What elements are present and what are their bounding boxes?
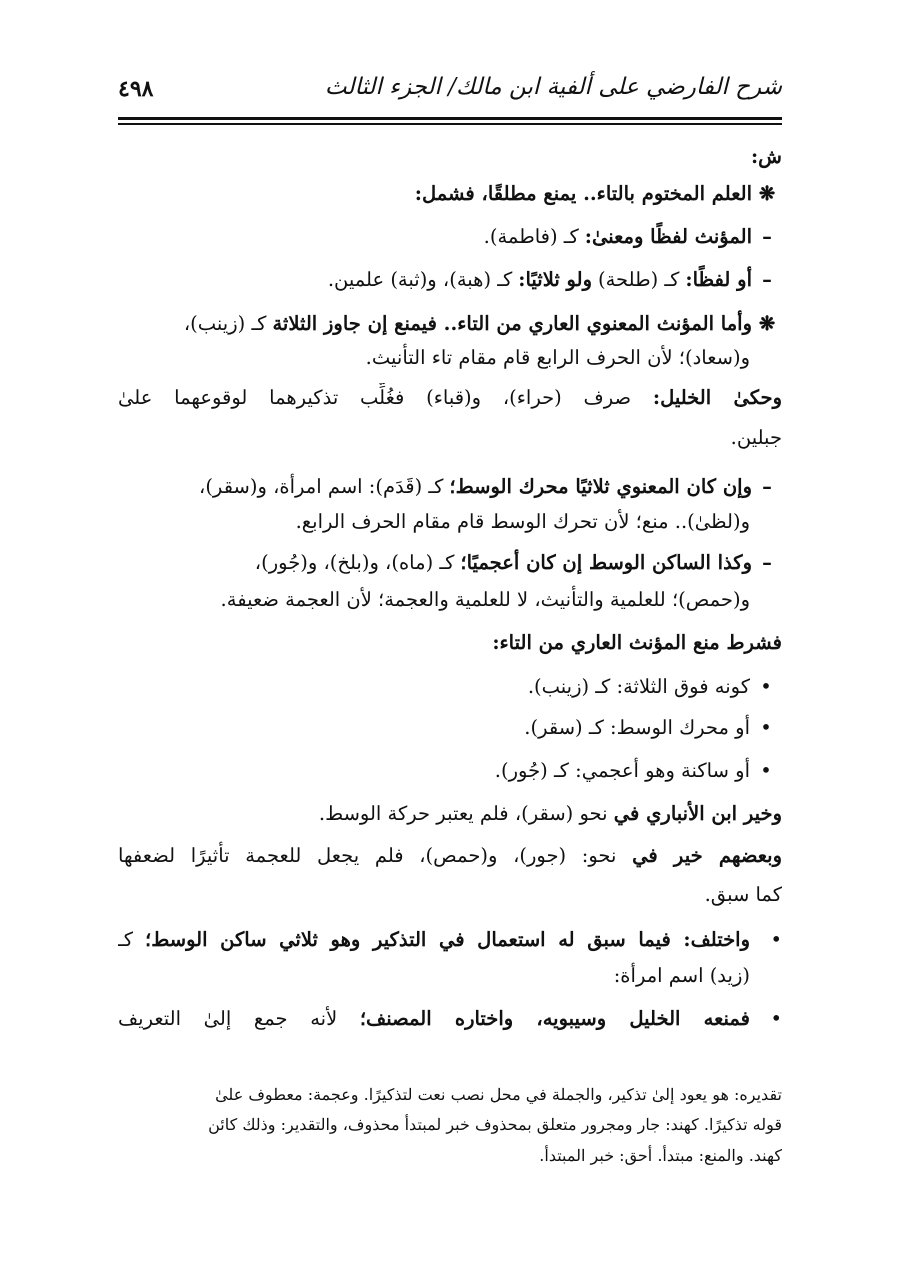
bullet-marker: • [770,1007,782,1030]
dash-marker: – [762,551,772,574]
footnote-line: قوله تذكيرًا. كهند: جار ومجرور متعلق بمحذوف خبر لمبتدأ محذوف، والتقدير: وذلك كائن [208,1115,782,1134]
text-line: و(حمص)؛ للعلمية والتأنيث، لا للعلمية والعجمة؛ لأن العجمة ضعيفة. [220,588,750,611]
list-item: •أو محرك الوسط: كـ (سقر). [118,713,782,743]
text-line: و(لظىٰ).. منع؛ لأن تحرك الوسط قام مقام الحرف الرابع. [295,510,750,533]
bullet-marker: • [760,675,772,698]
header-rule-thick [118,117,782,120]
list-item: •كونه فوق الثلاثة: كـ (زينب). [118,672,782,702]
footnote-line: كهند. والمنع: مبتدأ. أحق: خبر المبتدأ. [539,1146,782,1165]
text-line: ش: [750,145,782,168]
text-line: –وإن كان المعنوي ثلاثيًا محرك الوسط؛كـ (قَدَم): اسم امرأة، و(سقر)، [118,472,782,502]
asterisk-marker: ❋ [758,312,776,335]
dash-marker: – [762,475,772,498]
text-line: وخير ابن الأنباري في نحو (سقر)، فلم يعتبر حركة الوسط. [318,802,782,825]
text-line: وبعضهم خير في نحو: (جور)، و(حمص)، فلم يجعل للعجمة تأثيرًا لضعفها [118,844,782,867]
bullet-marker: • [760,759,772,782]
text-line: كما سبق. [704,883,782,906]
bullet-marker: • [770,928,782,951]
text-line: –المؤنث لفظًا ومعنىٰ:كـ (فاطمة). [118,222,782,252]
header-title: شرح الفارضي على ألفية ابن مالك/ الجزء الثالث [324,74,782,100]
dash-marker: – [762,225,772,248]
running-header [118,70,782,114]
text-line: ❋وأما المؤنث المعنوي العاري من التاء.. فيمنع إن جاوز الثلاثةكـ (زينب)، [118,309,782,339]
text-line: فشرط منع المؤنث العاري من التاء: [492,631,782,654]
text-line: و(سعاد)؛ لأن الحرف الرابع قام مقام تاء التأنيث. [365,346,750,369]
list-item: •أو ساكنة وهو أعجمي: كـ (جُور). [118,756,782,786]
list-item: •فمنعه الخليل وسيبويه، واختاره المصنف؛ لأنه جمع إلىٰ التعريف [118,1004,782,1034]
list-item: •واختلف: فيما سبق له استعمال في التذكير وهو ثلاثي ساكن الوسط؛ كـ [118,925,782,955]
text-line: –أو لفظًا:كـ (طلحة)ولو ثلاثيًا:كـ (هبة)، و(ثبة) علمين. [118,265,782,295]
dash-marker: – [762,268,772,291]
text-line: –وكذا الساكن الوسط إن كان أعجميًا؛كـ (ماه)، و(بلخ)، و(جُور)، [118,548,782,578]
text-line: جبلين. [730,426,782,449]
bullet-marker: • [760,716,772,739]
text-line: ❋العلم المختوم بالتاء.. يمنع مطلقًا، فشمل: [118,179,782,209]
text-line: (زيد) اسم امرأة: [613,964,750,987]
text-line: وحكىٰ الخليل: صرف (حراء)، و(قباء) فغُلِّب تذكيرهما لوقوعهما علىٰ [118,386,782,409]
header-rule-thin [118,123,782,125]
asterisk-marker: ❋ [758,182,776,205]
page-number: ٤٩٨ [118,76,154,102]
footnote-line: تقديره: هو يعود إلىٰ تذكير، والجملة في محل نصب نعت لتذكيرًا. وعجمة: معطوف علىٰ [215,1085,782,1104]
